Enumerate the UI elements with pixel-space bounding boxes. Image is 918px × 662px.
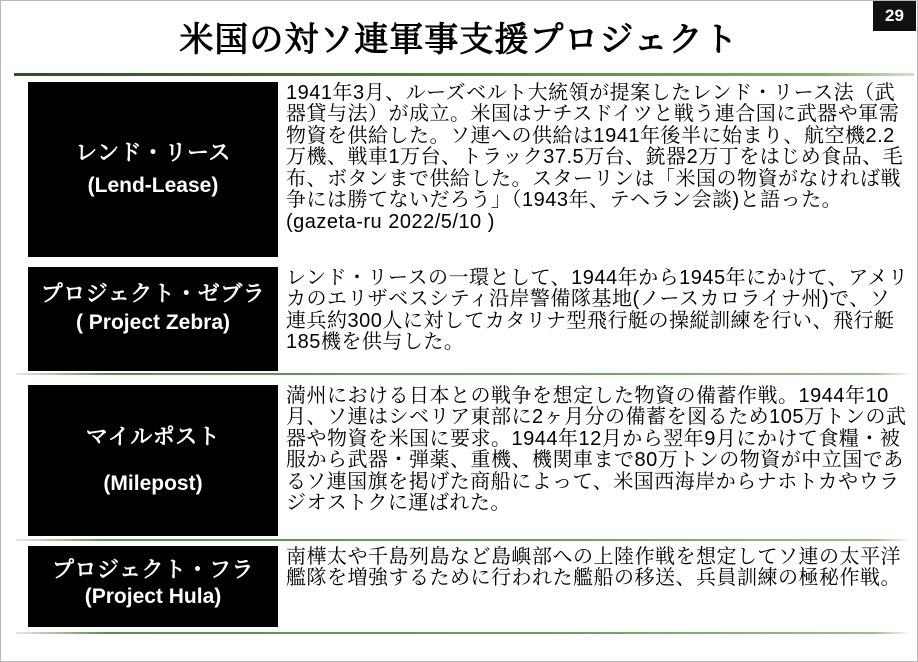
project-label-box — [28, 385, 278, 536]
project-name-en: ( Project Zebra) — [75, 310, 231, 334]
slide-title: 米国の対ソ連軍事支援プロジェクト — [179, 21, 739, 59]
project-table — [28, 82, 909, 634]
title-underline — [14, 73, 914, 76]
project-name-ja: レンド・リース — [75, 139, 231, 165]
bottom-divider — [16, 632, 911, 634]
project-name-ja: プロジェクト・フラ — [51, 556, 255, 582]
project-name-ja: マイルポスト — [85, 424, 221, 450]
project-description: 満州における日本との戦争を想定した物資の備蓄作戦。1944年10月、ソ連はシベリア東部に2ヶ月分の備蓄を図るため105万トンの武器や物資を米国に要求。1944年12月から翌年9月にかけて食糧・被服から武器・弾薬、重機、機関車まで80万トンの物資が中立国であるソ連国旗を掲げた商船によって、米国西海岸からナホトカやウラジオストクに運ばれた。 — [286, 384, 907, 515]
project-label-box — [28, 82, 278, 257]
project-description: 南樺太や千島列島など島嶼部への上陸作戦を想定してソ連の太平洋艦隊を増強するために行われた艦船の移送、兵員訓練の極秘作戦。 — [286, 545, 901, 590]
project-name-en: (Project Hula) — [84, 584, 222, 608]
project-label-box — [28, 546, 278, 627]
row-divider — [16, 373, 911, 375]
project-row-hula — [28, 546, 909, 627]
project-label-box — [28, 267, 278, 371]
row-divider — [16, 539, 911, 541]
page-number-badge — [873, 1, 916, 31]
project-row-lend-lease — [28, 82, 909, 257]
project-name-ja: プロジェクト・ゼブラ — [40, 280, 266, 306]
project-name-en: (Lend-Lease) — [87, 174, 219, 198]
project-name-en: (Milepost) — [103, 471, 203, 495]
page-number: 29 — [885, 6, 904, 25]
project-row-zebra — [28, 267, 909, 371]
project-description: 1941年3月、ルーズベルト大統領が提案したレンド・リース法（武器貸与法）が成立。米国はナチスドイツと戦う連合国に武器や軍需物資を供給した。ソ連への供給は1941年後半に始まり、航空機2.2万機、戦車1万台、トラック37.5万台、銃器2万丁をはじめ食品、毛布、ボタンまで供給した。スターリンは「米国の物資がなければ戦争には勝てないだろう」（1943年、テヘラン会談)と語った。(gazeta-ru 2022/5/10 ) — [286, 81, 904, 234]
project-row-milepost — [28, 385, 909, 536]
project-description: レンド・リースの一環として、1944年から1945年にかけて、アメリカのエリザベスシティ沿岸警備隊基地(ノースカロライナ州)で、ソ連兵約300人に対してカタリナ型飛行艇の操縦訓練を行い、飛行艇185機を供与した。 — [286, 266, 909, 354]
